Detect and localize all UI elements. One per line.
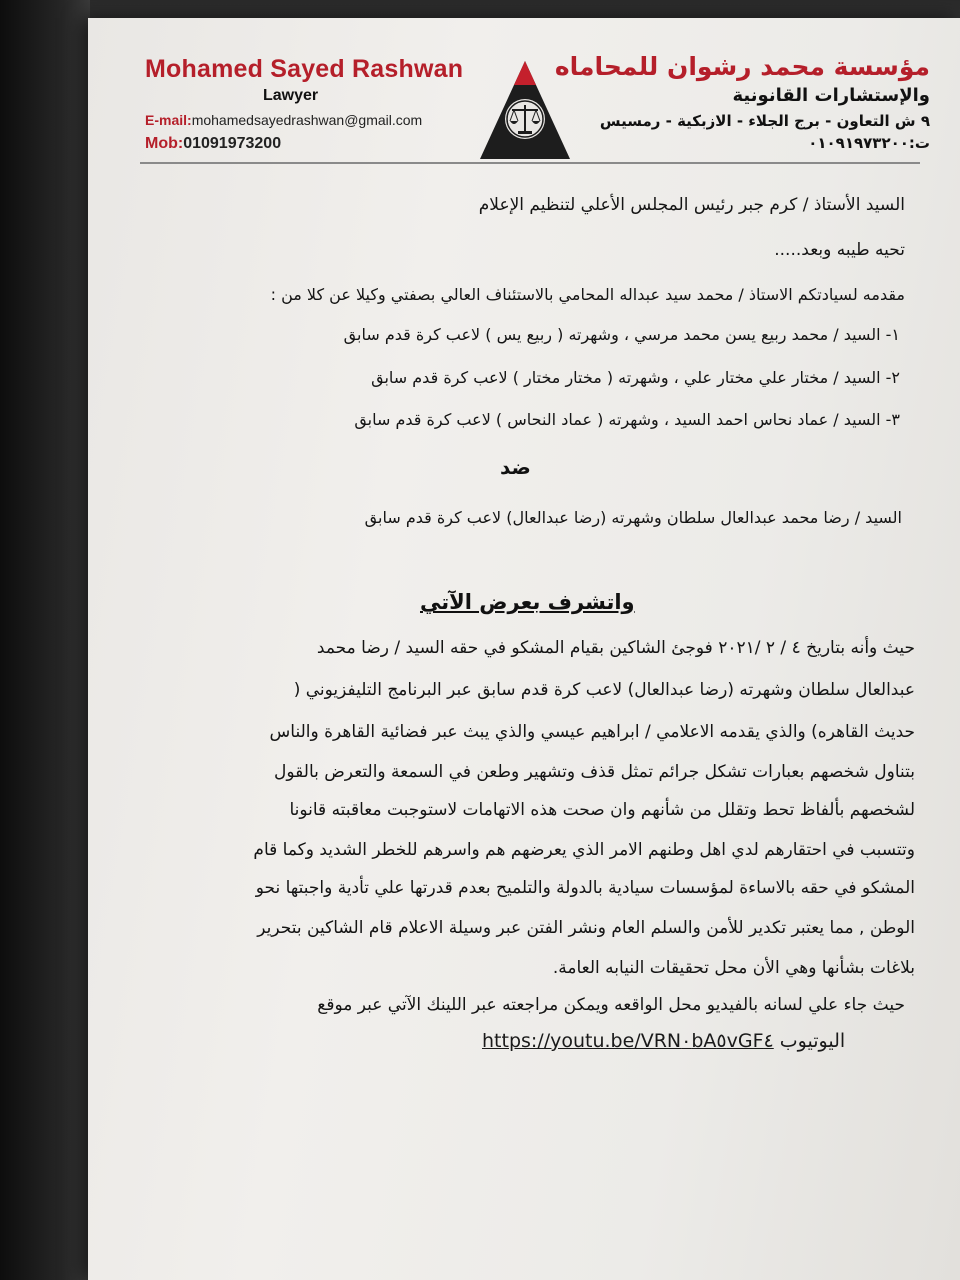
greeting-line: تحيه طيبه وبعد.....: [774, 240, 905, 260]
firm-subtitle-ar: والإستشارات القانونية: [732, 85, 930, 106]
intro-line: مقدمه لسيادتكم الاستاذ / محمد سيد عبداله المحامي بالاستئناف العالي بصفتي وكيلا عن كلا من :: [270, 285, 905, 304]
firm-address-ar: ٩ ش التعاون - برج الجلاء - الازبكية - رمسيس: [599, 112, 930, 130]
body-line: وتتسبب في احتقارهم لدي اهل وطنهم الامر الذي يعرضهم هم واسرهم للخطر الشديد وكما قام: [253, 840, 915, 860]
body-line: حديث القاهره) والذي يقدمه الاعلامي / ابراهيم عيسي والذي يبث عبر فضائية القاهرة والناس: [269, 722, 915, 742]
mobile-line: [145, 135, 281, 153]
video-reference-line: حيث جاء علي لسانه بالفيديو محل الواقعه ويمكن مراجعته عبر اللينك الآتي عبر موقع: [317, 995, 905, 1015]
firm-phone-ar: ت:٠١٠٩١٩٧٣٢٠٠: [808, 134, 930, 152]
email-address: mohamedsayedrashwan@gmail.com: [191, 112, 423, 128]
body-line: حيث وأنه بتاريخ ٤ / ٢ /٢٠٢١ فوجئ الشاكين بقيام المشكو في حقه السيد / رضا محمد: [316, 638, 915, 658]
client-item-1: ١- السيد / محمد ربيع يسن محمد مرسي ، وشهرته ( ربيع يس ) لاعب كرة قدم سابق: [343, 325, 900, 344]
body-line: لشخصهم بألفاظ تحط وتقلل من شأنهم وان صحت هذه الاتهامات لاستوجبت معاقبته قانونا: [289, 800, 915, 820]
email-label: E-mail:: [145, 112, 192, 128]
header-divider: [140, 162, 920, 164]
section-heading: واتشرف بعرض الآتي: [420, 590, 635, 614]
youtube-link[interactable]: https://youtu.be/VRN٠bA٥vGF٤: [482, 1030, 774, 1052]
body-line: بتناول شخصهم بعبارات تشكل جرائم تمثل قذف وتشهير وطعن في السمعة والتعرض بالقول: [274, 762, 915, 782]
firm-name-ar: مؤسسة محمد رشوان للمحاماه: [554, 52, 930, 81]
lawyer-name-en: Mohamed Sayed Rashwan: [145, 55, 464, 83]
youtube-word: اليوتيوب: [779, 1030, 846, 1052]
addressee-line: السيد الأستاذ / كرم جبر رئيس المجلس الأعلي لتنظيم الإعلام: [478, 195, 905, 215]
client-item-2: ٢- السيد / مختار علي مختار علي ، وشهرته ( مختار مختار ) لاعب كرة قدم سابق: [371, 368, 900, 387]
youtube-line: [482, 1030, 845, 1052]
body-line: عبدالعال سلطان وشهرته (رضا عبدالعال) لاعب كرة قدم سابق عبر البرنامج التليفزيوني (: [293, 680, 915, 700]
respondent-line: السيد / رضا محمد عبدالعال سلطان وشهرته (رضا عبدالعال) لاعب كرة قدم سابق: [364, 508, 902, 527]
body-line: المشكو في حقه بالاساءة لمؤسسات سيادية بالدولة والتلميح بعدم قدرتها علي تأدية واجبتها نحو: [255, 878, 915, 898]
header-arabic: [555, 52, 930, 152]
mobile-label: Mob:: [145, 135, 184, 152]
email-line: [145, 112, 422, 128]
background-shadow: [0, 0, 90, 1280]
client-item-3: ٣- السيد / عماد نحاس احمد السيد ، وشهرته ( عماد النحاس ) لاعب كرة قدم سابق: [354, 410, 900, 429]
header-english: [145, 55, 464, 152]
body-line: الوطن , مما يعتبر تكدير للأمن والسلم العام ونشر الفتن عبر وسيلة الاعلام قام الشاكين بتحرير: [257, 918, 915, 938]
mobile-number: 01091973200: [183, 135, 282, 152]
versus-label: ضد: [500, 455, 531, 479]
lawyer-title-en: Lawyer: [263, 87, 319, 104]
body-line: بلاغات بشأنها وهي الأن محل تحقيقات النيابه العامة.: [552, 958, 915, 978]
